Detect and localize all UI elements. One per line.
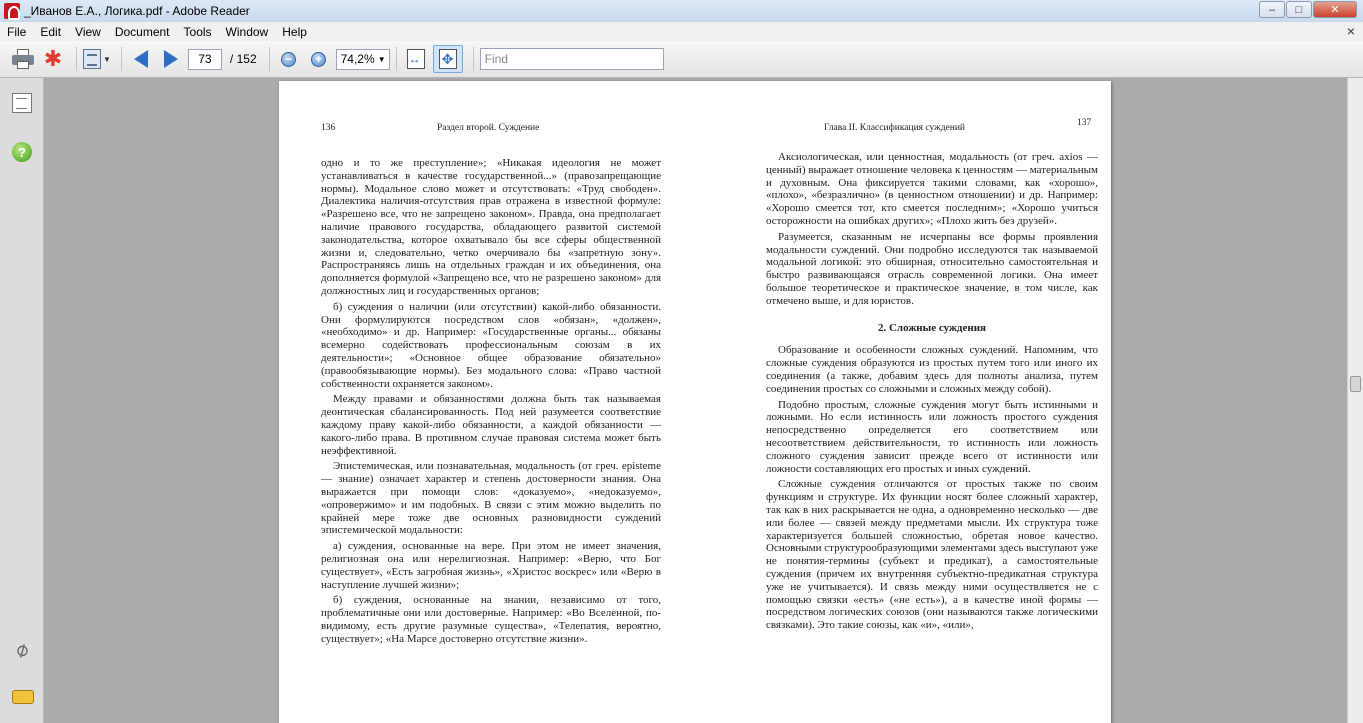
right-page-header: Глава II. Классификация суждений [824,123,965,133]
page-number-input[interactable]: 73 [188,49,222,70]
vertical-scrollbar[interactable] [1347,78,1363,723]
menu-view[interactable]: View [75,24,101,39]
menu-edit[interactable]: Edit [40,24,62,39]
collaborate-button[interactable] [40,45,66,73]
paragraph: а) суждения, основанные на вере. При этом не имеет значения, религиозная она или нерелигиозная. Например: «Верю, что Бог существует», «Есть загробная жизнь», «Христос воскрес» или «Верю в наступление лучшей жизни»; [321,540,661,591]
toolbar [0,41,1363,78]
scrollbar-thumb[interactable] [1350,376,1361,392]
previous-page-button[interactable] [128,45,154,73]
paragraph: б) суждения, основанные на знании, независимо от того, проблематичные они или достоверные. Например: «Во Вселенной, по-видимому, есть другие разумные существа», «Телепатия, вероятно, существует»; «На Марсе достоверно отсутствие жизни». [321,594,661,645]
next-page-button[interactable] [158,45,184,73]
zoom-out-icon: − [281,52,296,67]
toolbar-separator [269,47,270,71]
left-page-header: Раздел второй. Суждение [437,123,540,133]
right-column [766,151,1098,635]
menu-tools[interactable]: Tools [183,24,212,39]
right-page-number: 137 [1077,118,1092,128]
comments-icon[interactable] [12,690,34,704]
menu-window[interactable]: Window [225,24,269,39]
window-controls [1259,1,1357,18]
zoom-level-value: 74,2% [340,51,375,66]
next-page-icon [164,50,178,68]
page-total: / 152 [229,52,257,66]
attachments-icon[interactable]: ⌀ [11,637,33,663]
close-button[interactable]: ✕ [1313,1,1357,18]
fit-page-button[interactable] [433,45,463,73]
menu-help[interactable]: Help [282,24,307,39]
minimize-button[interactable]: – [1259,1,1285,18]
print-icon [12,49,34,69]
previous-page-icon [134,50,148,68]
paragraph: Эпистемическая, или познавательная, модальность (от греч. episteme — знание) означает характер и степень достоверности знания. Она выражается при помощи слов: «доказуемо», «недоказуемо», «опровержимо» и им подобных. В связи с этим можно выделить по крайней мере тоже две основных разновидности суждений эпистемической модальности: [321,460,661,537]
title-bar [0,0,1363,22]
zoom-out-button[interactable] [276,45,302,73]
section-title: 2. Сложные суждения [877,321,987,334]
paragraph: Аксиологическая, или ценностная, модальность (от греч. axios — ценный) выражает отношение человека к ценностям — материальным и духовным. Она фиксируется такими словами, как «хорошо», «плохо», «безразлично» (в ценностном отношении) и др. Например: «Хорошо смеется тот, кто смеется последним»; «Хорошо учиться осторожности на ошибках других»; «Плохо жить без друзей». [766,151,1098,227]
zoom-in-button[interactable] [306,45,332,73]
document-options-icon [83,49,101,69]
paragraph: Образование и особенности сложных суждений. Напомним, что сложные суждения образуются из простых путем того или иного их соединения (а также, добавим здесь для полноты анализа, путем соединения простых со сложными и сложных между собой). [766,344,1098,395]
navigation-panel [0,78,44,723]
toolbar-separator [121,47,122,71]
fit-page-icon [439,49,457,69]
left-column [321,157,661,648]
menu-document[interactable]: Document [114,24,170,39]
window-title: _Иванов Е.А., Логика.pdf - Adobe Reader [24,4,250,18]
find-input[interactable]: Find [480,48,664,70]
document-options-button[interactable] [83,45,111,73]
maximize-button[interactable]: □ [1286,1,1312,18]
left-page-number: 136 [321,123,336,133]
adobe-reader-icon [4,3,20,19]
help-icon[interactable]: ? [12,142,32,162]
print-button[interactable] [10,45,36,73]
chevron-down-icon: ▼ [377,54,386,64]
zoom-level-select[interactable] [336,49,390,70]
document-viewer[interactable] [45,78,1347,723]
chevron-down-icon: ▼ [103,54,111,64]
collaborate-icon: ✱ [43,46,63,71]
paragraph: Сложные суждения отличаются от простых также по своим функциям и структуре. Их функции носят более сложный характер, так как в них раскрывается не одна, а одновременно несколько — две или более — связей между предметами мысли. Их структура тоже характеризуется большей сложностью, обретая новое качество. Основными структурообразующими элементами здесь выступают уже не понятия-термины (субъект и предикат), а самостоятельные суждения (причем их внутренняя субъектно-предикатная структура уже не учитывается). И связь между ними осуществляется не с помощью связки «есть» («не есть»), а в качестве иной формы — посредством логических союзов (они называются также логическими связками). Это такие союзы, как «и», «или», [766,478,1098,632]
paragraph: Подобно простым, сложные суждения могут быть истинными и ложными. Но если истинность или ложность простого суждения непосредственно определяется его соответствием или несоответствием действительности, то истинность или ложность сложного суждения зависит прежде всего от истинности или ложности составляющих его простых и иных суждений. [766,398,1098,475]
paragraph: Разумеется, сказанным не исчерпаны все формы проявления модальности суждений. Они подробно исследуются так называемой модальной логикой: это обширная, относительно самостоятельная и быстро развивающаяся отрасль современной логики. Она имеет большое теоретическое и практическое значение, в том числе, как отмечено выше, и для юристов. [766,230,1098,307]
close-document-icon[interactable]: × [1346,23,1355,39]
toolbar-separator [76,47,77,71]
menu-file[interactable]: File [7,24,27,39]
pages-icon[interactable] [12,93,32,113]
document-page [279,81,1111,723]
fit-width-button[interactable] [403,45,429,73]
fit-width-icon [407,49,425,69]
menu-bar [0,22,1363,41]
toolbar-separator [396,47,397,71]
paragraph: одно и то же преступление»; «Никакая идеология не может устанавливаться в качестве государственной...» (правозапрещающие нормы). Модальное слово может и отсутствовать: «Труд свободен». Диалектика наличия-отсутствия прав отражена в известной формуле: «Разрешено все, что не запрещено законом». Правда, она предполагает наличие правового государства, обладающего развитой системой законодательства, которое охватывало бы все сферы общественной жизни и, следовательно, четко очерчивало бы «запретную зону». Распространяясь лишь на отдельных граждан и их объединения, она дополняется формулой «Запрещено все, что не разрешено законом» для должностных лиц и государственных органов; [321,157,661,297]
toolbar-separator [473,47,474,71]
paragraph: Между правами и обязанностями должна быть так называемая деонтическая сбалансированность. Под ней разумеется соответствие каждому праву какой-либо обязанности, а каждой обязанности — какого-либо права. В противном случае правовая система может быть неэффективной. [321,393,661,457]
paragraph: б) суждения о наличии (или отсутствии) какой-либо обязанности. Они формулируются посредством слов «обязан», «должен», «необходимо» и др. Например: «Государственные органы... обязаны всемерно содействовать профессиональным союзам в их деятельности»; «Основное общее образование обязательно» (правообязывающие нормы). Без модального слова: «Право частной собственности охраняется законом». [321,300,661,390]
zoom-in-icon: + [311,52,326,67]
